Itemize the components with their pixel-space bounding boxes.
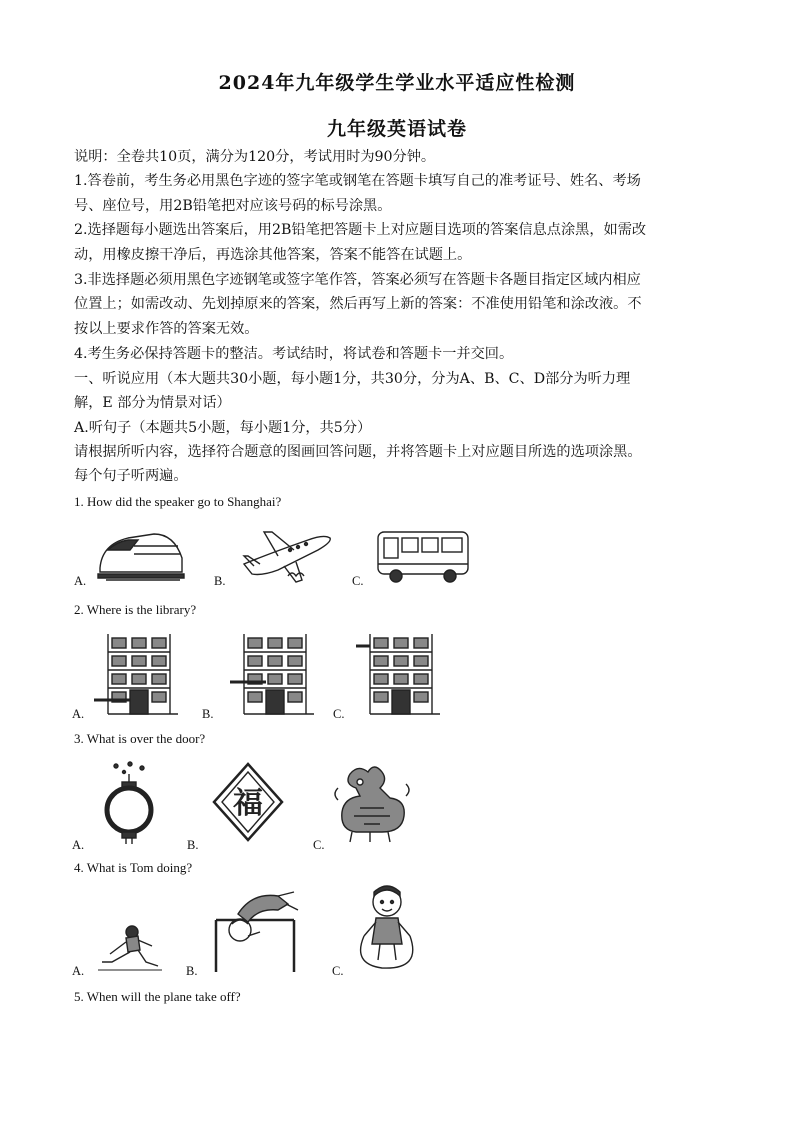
section-heading-line-1: 一、听说应用（本大题共30小题，每小题1分，共30分，分为A、B、C、D部分为听力理	[74, 371, 631, 387]
building-top-floor-icon	[356, 630, 446, 716]
part-a-direction-line-2: 每个句子听两遍。	[74, 468, 188, 484]
q4-option-c-label: C.	[332, 964, 344, 978]
paper-cutting-icon	[330, 760, 414, 844]
question-4-text: 4. What is Tom doing?	[74, 860, 193, 875]
q2-option-a-label: A.	[72, 707, 85, 721]
lantern-icon	[96, 760, 162, 844]
q2-option-c-label: C.	[333, 707, 345, 721]
fu-character-icon	[210, 760, 286, 844]
q3-option-a-label: A.	[72, 838, 85, 852]
part-a-direction-line-1: 请根据所听内容，选择符合题意的图画回答问题，并将答题卡上对应题目所选的选项涂黑。	[74, 444, 642, 460]
instruction-3-line-1: 3.非选择题必须用黑色字迹钢笔或签字笔作答，答案必须写在答题卡各题目指定区域内相应	[74, 272, 641, 288]
question-3-text: 3. What is over the door?	[74, 731, 206, 746]
long-jump-icon	[98, 920, 162, 974]
q1-option-b-label: B.	[214, 574, 226, 588]
instruction-3-line-2: 位置上；如需改动、先划掉原来的答案，然后再写上新的答案：不准使用铅笔和涂改液。不	[74, 296, 642, 312]
q1-option-a-label: A.	[74, 574, 87, 588]
question-5-text: 5. When will the plane take off?	[74, 989, 241, 1004]
section-heading-line-2: 解，E 部分为情景对话）	[74, 395, 231, 411]
high-jump-icon	[208, 886, 300, 974]
building-second-floor-icon	[230, 630, 320, 716]
rope-skipping-icon	[352, 884, 422, 976]
exam-title: 2024年九年级学生学业水平适应性检测	[218, 72, 576, 94]
paper-subtitle: 九年级英语试卷	[326, 118, 467, 140]
fu-character-text: 福	[233, 786, 263, 821]
instruction-2-line-2: 动，用橡皮擦干净后，再选涂其他答案，答案不能答在试题上。	[74, 247, 472, 263]
q4-option-b-label: B.	[186, 964, 198, 978]
instruction-1-line-1: 1.答卷前，考生务必用黑色字迹的签字笔或钢笔在答题卡填写自己的准考证号、姓名、考场	[74, 173, 641, 189]
q4-option-a-label: A.	[72, 964, 85, 978]
q2-option-b-label: B.	[202, 707, 214, 721]
bus-icon	[374, 528, 472, 586]
instruction-3-line-3: 按以上要求作答的答案无效。	[74, 321, 259, 337]
instruction-1-line-2: 号、座位号，用2B铅笔把对应该号码的标号涂黑。	[74, 198, 392, 214]
instruction-4: 4.考生务必保持答题卡的整洁。考试结时，将试卷和答题卡一并交回。	[74, 346, 514, 362]
exam-note: 说明：全卷共10页，满分为120分，考试用时为90分钟。	[74, 149, 436, 165]
q3-option-c-label: C.	[313, 838, 325, 852]
part-a-heading: A.听句子（本题共5小题，每小题1分，共5分）	[74, 420, 372, 436]
q1-option-c-label: C.	[352, 574, 364, 588]
q3-option-b-label: B.	[187, 838, 199, 852]
train-icon	[94, 528, 186, 586]
airplane-icon	[238, 526, 338, 586]
question-1-text: 1. How did the speaker go to Shanghai?	[74, 494, 282, 509]
instruction-2-line-1: 2.选择题每小题选出答案后，用2B铅笔把答题卡上对应题目选项的答案信息点涂黑，如需改	[74, 222, 647, 238]
building-ground-floor-icon	[94, 630, 184, 716]
question-2-text: 2. Where is the library?	[74, 602, 197, 617]
